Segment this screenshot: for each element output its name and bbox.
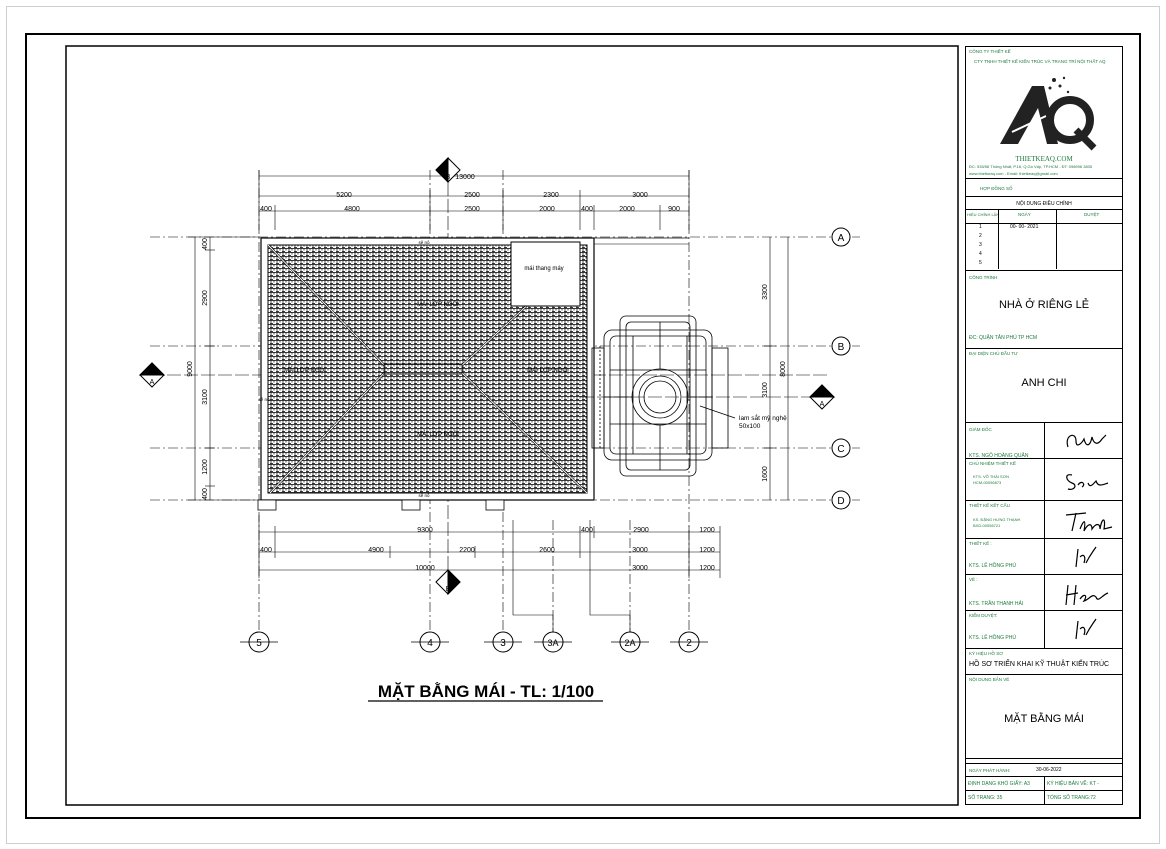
dim-left-1: 2900: [202, 290, 209, 306]
project-location: ĐC: QUẬN TÂN PHÚ TP HCM: [969, 335, 1038, 341]
contract-label: HỢP ĐỒNG SỐ: [980, 186, 1013, 191]
grid-col-5: 5: [256, 638, 262, 649]
doc-code-label: KÝ HIỆU HỒ SƠ: [969, 651, 1004, 656]
dim-top-3: 2300: [543, 192, 559, 199]
dim-top-4: 3000: [632, 192, 648, 199]
roof-label-2: MÁI LỢP NGÓI: [284, 368, 326, 374]
staff-extra-2: HCM-00096873: [973, 480, 1002, 485]
dim-bot-1: 400: [581, 527, 593, 534]
signature-3-icon: [1062, 507, 1116, 535]
project-name: NHÀ Ở RIÊNG LẺ: [998, 299, 1090, 311]
staff-role-6: KIỂM DUYỆT:: [969, 613, 998, 618]
company-label: CÔNG TY THIẾT KẾ: [969, 49, 1011, 54]
signature-6-icon: [1070, 615, 1100, 643]
staff-row-5: [966, 575, 1122, 611]
grid-bubbles-cols: [240, 632, 708, 652]
dim-bot-8: 3000: [632, 547, 648, 554]
total-pages-label: TỔNG SỐ TRANG:72: [1047, 795, 1096, 801]
staff-row-6: [966, 611, 1122, 649]
revision-title: NỘI DUNG ĐIỀU CHỈNH: [1016, 201, 1072, 207]
grid-col-2: 2: [686, 638, 692, 649]
dim-right-1: 8000: [780, 361, 787, 377]
staff-name-5: KTS. TRẦN THANH HẢI: [969, 601, 1024, 607]
grid-col-4: 4: [427, 638, 433, 649]
staff-role-1: GIÁM ĐỐC: [969, 427, 992, 432]
grid-row-c: C: [837, 444, 845, 455]
elevator-roof: [511, 242, 580, 306]
signature-1-icon: [1062, 429, 1112, 455]
logo-site: THIETKEAQ.COM: [1015, 155, 1073, 163]
gutter-tag-bottom: sê nô: [418, 493, 430, 498]
owner-section: [966, 349, 1122, 423]
rev-n-4: 4: [979, 251, 982, 257]
revision-head-date: NGÀY: [1018, 212, 1031, 217]
signature-2-icon: [1062, 467, 1116, 495]
iron-note-2: 50x100: [739, 423, 761, 430]
staff-extra-3: BXD-00056721: [973, 523, 1001, 528]
dim-top-1: 5200: [336, 192, 352, 199]
company-web: www.thietkeaq.com - Email: thietkeaq@gmail.com: [969, 171, 1058, 176]
gutter-tag-top: sê nô: [418, 240, 430, 245]
gutter-tag-left: sê nô: [258, 397, 270, 402]
grid-col-3a: 3A: [547, 638, 559, 648]
dim-top-10: 2000: [619, 206, 635, 213]
signature-4-icon: [1070, 543, 1100, 571]
dim-top-7: 2500: [464, 206, 480, 213]
company-logo: [994, 72, 1098, 152]
contract-row: [966, 181, 1122, 197]
issue-date: 30-06-2022: [1036, 767, 1062, 773]
owner-label: ĐẠI DIỆN CHỦ ĐẦU TƯ: [969, 351, 1019, 356]
grid-bubbles-rows: [832, 228, 850, 509]
company-section: [966, 47, 1122, 179]
dim-left-5: 400: [202, 488, 209, 500]
grid-row-d: D: [837, 496, 845, 507]
sheet-content-section: [966, 675, 1122, 759]
elevator-roof-label: mái thang máy: [524, 266, 564, 272]
dim-left-2: 3100: [202, 389, 209, 405]
doc-code: HỒ SƠ TRIỂN KHAI KỸ THUẬT KIẾN TRÚC: [969, 661, 1110, 668]
dimension-lines-bottom: [259, 515, 720, 578]
dim-top-6: 4800: [344, 206, 360, 213]
dim-right-0: 3300: [762, 284, 769, 300]
grid-col-2a: 2A: [624, 638, 636, 648]
project-section: [966, 273, 1122, 349]
drawing-code-label: KÝ HIỆU BẢN VẼ: KT -: [1047, 781, 1099, 787]
dim-bot-5: 4900: [368, 547, 384, 554]
dim-right-3: 1600: [762, 466, 769, 482]
staff-name-6: KTS. LÊ HỒNG PHÚ: [969, 635, 1016, 641]
staff-role-2: CHỦ NHIỆM THIẾT KẾ: [969, 461, 1016, 466]
sheet-content: MẶT BẰNG MÁI: [1004, 713, 1084, 725]
doc-code-section: [966, 649, 1122, 675]
section-b-top: B: [445, 174, 451, 181]
rev-n-5: 5: [979, 260, 982, 266]
revision-table: [966, 197, 1122, 271]
dim-bot-10: 10000: [415, 565, 435, 572]
issue-date-row: [966, 763, 1122, 777]
rev-n-3: 3: [979, 242, 982, 248]
rev-date-1: 00- 00- 2021: [1010, 224, 1039, 230]
dim-top-9: 400: [581, 206, 593, 213]
page-label: SỐ TRANG: 35: [968, 795, 1003, 801]
section-a-right: A: [819, 401, 825, 408]
roof-label-3: MÁI LỢP NGÓI: [527, 368, 569, 374]
issue-date-label: NGÀY PHÁT HÀNH:: [969, 768, 1011, 773]
dim-top-8: 2000: [539, 206, 555, 213]
dim-bot-11: 3000: [632, 565, 648, 572]
dim-bot-6: 2200: [459, 547, 475, 554]
staff-row-2: [966, 459, 1122, 501]
iron-frame: [592, 316, 735, 476]
paper-row: [966, 777, 1122, 791]
drawing-title: MẶT BẰNG MÁI - TL: 1/100: [377, 682, 595, 701]
company-name: CTY TNHH THIẾT KẾ KIẾN TRÚC VÀ TRANG TRÍ NỘI THẤT AQ: [974, 59, 1106, 64]
dim-bot-2: 2900: [633, 527, 649, 534]
dim-top-2: 2500: [464, 192, 480, 199]
owner-name: ANH CHI: [1021, 377, 1067, 389]
dim-top-11: 900: [668, 206, 680, 213]
rev-n-2: 2: [979, 233, 982, 239]
staff-role-4: THIẾT KẾ :: [969, 541, 992, 546]
staff-name-1: KTS. NGÔ HOÀNG QUÂN: [969, 453, 1029, 459]
sheet-content-label: NỘI DUNG BẢN VẼ: [969, 677, 1010, 682]
dim-bot-3: 1200: [699, 527, 715, 534]
staff-row-4: [966, 539, 1122, 575]
section-b-bottom: B: [445, 586, 451, 593]
dim-right-2: 3100: [762, 382, 769, 398]
roof-label-1: MÁI LỢP NGÓI: [417, 302, 459, 308]
dim-top-0: 13000: [455, 174, 475, 181]
signature-5-icon: [1062, 581, 1116, 609]
staff-name-2: KTS. VÕ THÁI SƠN: [973, 474, 1010, 479]
dim-bot-9: 1200: [699, 547, 715, 554]
page-row: [966, 791, 1122, 805]
project-label: CÔNG TRÌNH: [969, 275, 998, 280]
roof-label-4: MÁI LỢP NGÓI: [417, 432, 459, 438]
staff-role-3: THIẾT KẾ KẾT CẤU: [969, 503, 1010, 508]
dim-left-3: 9000: [187, 361, 194, 377]
revision-head-approve: DUYỆT: [1084, 212, 1100, 217]
staff-row-3: [966, 501, 1122, 539]
company-address: ĐC: 535/56 Thống Nhất, P.16, Q.Gò Vấp, TP.HCM - ĐT: 098996 3835: [969, 164, 1093, 169]
staff-role-5: VẼ :: [969, 577, 978, 582]
dim-top-5: 400: [260, 206, 272, 213]
staff-row-1: [966, 423, 1122, 459]
title-block: [965, 46, 1123, 805]
grid-row-b: B: [837, 342, 845, 353]
grid-col-3: 3: [500, 638, 506, 649]
dim-bot-12: 1200: [699, 565, 715, 572]
dim-left-0: 400: [202, 238, 209, 250]
staff-name-3: KS. ĐẶNG HƯNG THẠNH: [973, 517, 1021, 522]
staff-name-4: KTS. LÊ HỒNG PHÚ: [969, 563, 1016, 569]
paper-label: ĐỊNH DẠNG KHỔ GIẤY: A3: [968, 781, 1030, 787]
dim-left-4: 1200: [202, 459, 209, 475]
grid-row-a: A: [837, 233, 845, 244]
section-a-left: A: [149, 379, 155, 386]
rev-n-1: 1: [979, 224, 982, 230]
dim-bot-0: 9300: [417, 527, 433, 534]
dim-bot-7: 2600: [539, 547, 555, 554]
iron-note-1: lam sắt mỹ nghệ: [739, 415, 787, 422]
dim-bot-4: 400: [260, 547, 272, 554]
revision-head-n: HIỆU CHỈNH LẦN: [967, 212, 1000, 217]
